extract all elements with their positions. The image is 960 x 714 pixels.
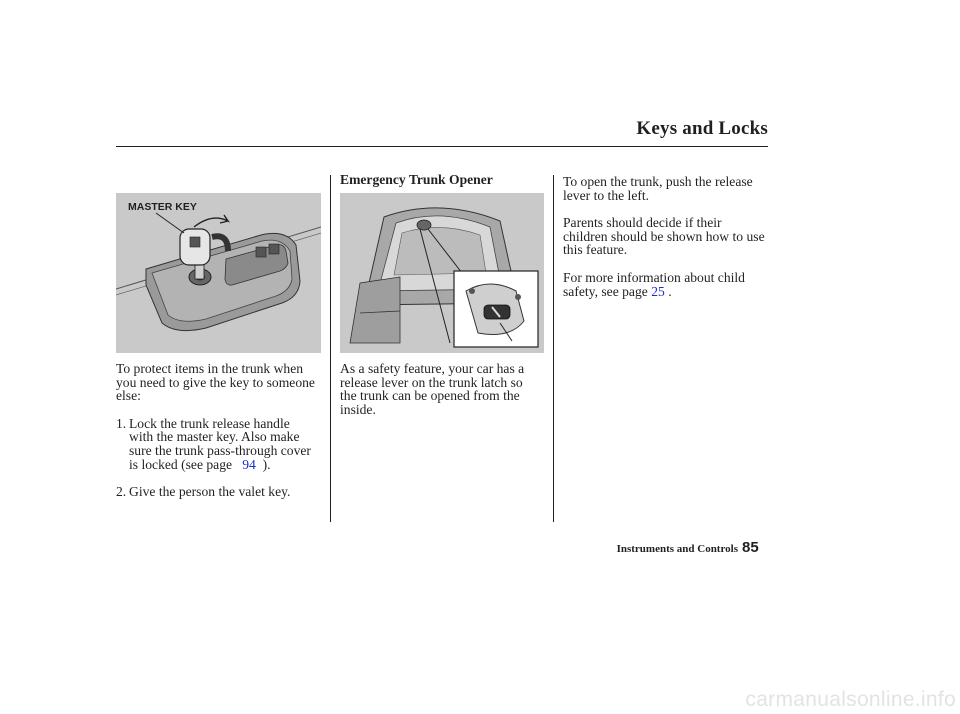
figure-label-master-key: MASTER KEY: [128, 201, 197, 213]
trunk-latch-illustration: [340, 193, 544, 353]
intro-line: To protect items in the trunk when: [116, 361, 304, 376]
title-rule: [116, 146, 768, 147]
step-line: Give the person the valet key.: [129, 484, 291, 500]
step-line: with the master key. Also make: [129, 429, 300, 445]
step-line: sure the trunk pass-through cover: [129, 442, 311, 458]
body-line: inside.: [340, 401, 376, 417]
body-line: the trunk can be opened from the: [340, 388, 520, 404]
footer-section-name: Instruments and Controls: [616, 543, 738, 555]
step-number: 2.: [116, 484, 127, 500]
trunk-lock-illustration: [116, 193, 321, 353]
emergency-trunk-opener-heading: Emergency Trunk Opener: [340, 172, 493, 187]
body-line: For more information about child: [563, 269, 745, 285]
body-line: To open the trunk, push the release: [563, 174, 753, 189]
body-line: this feature.: [563, 242, 628, 258]
intro-line: else:: [116, 388, 141, 404]
step-number: 1.: [116, 415, 127, 431]
watermark: carmanualsonline.info: [745, 688, 956, 711]
body-line: As a safety feature, your car has a: [340, 361, 525, 376]
step-2: [116, 485, 326, 499]
middle-column-text: [340, 362, 550, 416]
page-ref-link[interactable]: 25: [651, 283, 665, 299]
step-line: Lock the trunk release handle: [129, 415, 290, 431]
body-line: safety, see page: [563, 283, 648, 299]
parents-paragraph: [563, 216, 773, 257]
column-divider-left: [330, 175, 331, 522]
open-trunk-paragraph: [563, 175, 773, 202]
body-line-suffix: .: [668, 283, 672, 299]
right-column-text: [563, 175, 773, 298]
step-line: is locked (see page: [129, 456, 233, 472]
page-number: 85: [742, 539, 759, 556]
column-divider-right: [553, 175, 554, 522]
master-key-figure: [116, 193, 321, 353]
body-line: Parents should decide if their: [563, 215, 722, 231]
intro-paragraph: [116, 362, 326, 403]
section-title: Keys and Locks: [636, 118, 768, 139]
left-column-text: [116, 362, 326, 499]
page-ref-link[interactable]: 94: [242, 456, 256, 472]
intro-line: you need to give the key to someone: [116, 374, 315, 390]
body-line: children should be shown how to use: [563, 228, 765, 244]
step-line-suffix: ).: [262, 456, 271, 472]
body-line: release lever on the trunk latch so: [340, 374, 523, 390]
safety-feature-paragraph: [340, 362, 550, 416]
trunk-opener-figure: [340, 193, 544, 353]
body-line: lever to the left.: [563, 187, 650, 203]
step-1: [116, 417, 326, 471]
child-safety-paragraph: [563, 271, 773, 298]
